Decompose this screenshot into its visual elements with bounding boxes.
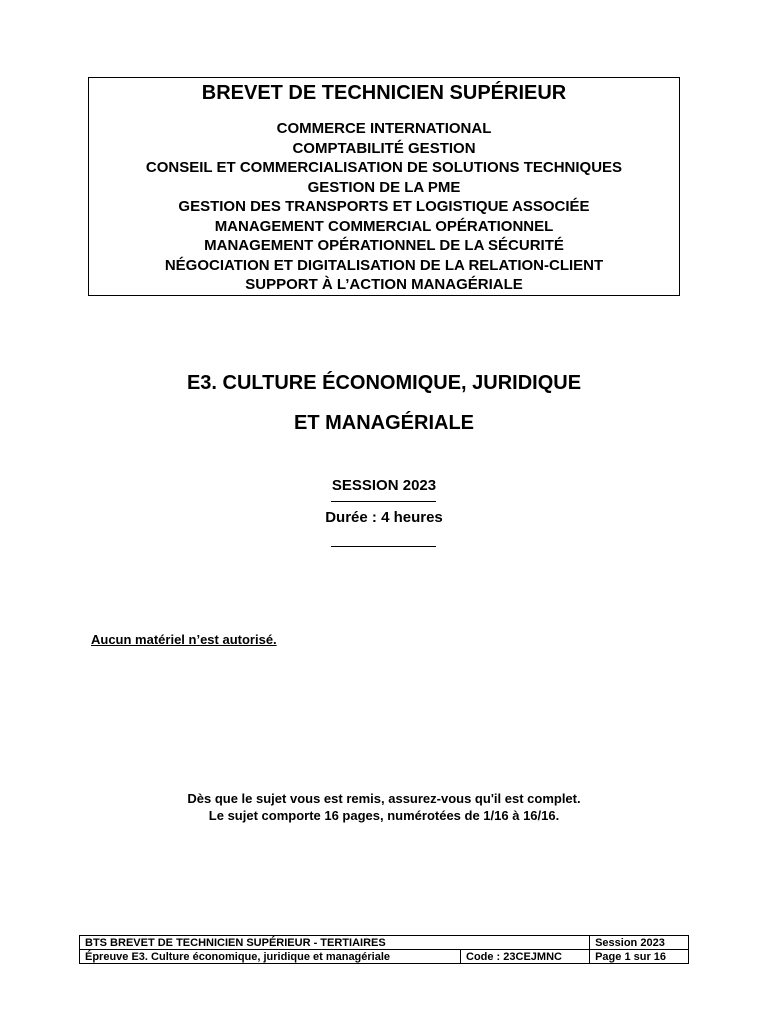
exam-title-line2: ET MANAGÉRIALE: [294, 412, 474, 434]
footer-code: Code : 23CEJMNC: [461, 950, 590, 964]
specialty-item: CONSEIL ET COMMERCIALISATION DE SOLUTIONS TECHNIQUES: [145, 159, 623, 176]
footer-exam-label: Épreuve E3. Culture économique, juridique et managériale: [80, 950, 461, 964]
header-box: [88, 77, 680, 296]
session-label: SESSION 2023: [331, 477, 437, 494]
specialty-item: SUPPORT À L’ACTION MANAGÉRIALE: [245, 276, 523, 293]
specialty-item: COMMERCE INTERNATIONAL: [276, 120, 492, 137]
specialty-item: GESTION DES TRANSPORTS ET LOGISTIQUE ASSOCIÉE: [178, 198, 590, 215]
specialties-list: [89, 119, 679, 295]
specialty-item: MANAGEMENT OPÉRATIONNEL DE LA SÉCURITÉ: [204, 237, 564, 254]
specialty-item: NÉGOCIATION ET DIGITALISATION DE LA RELATION-CLIENT: [164, 256, 604, 274]
footer-bts-label: BTS BREVET DE TECHNICIEN SUPÉRIEUR - TERTIAIRES: [80, 936, 590, 950]
materials-note: Aucun matériel n’est autorisé.: [91, 632, 277, 647]
footer-row: [80, 936, 689, 950]
diploma-title: BREVET DE TECHNICIEN SUPÉRIEUR: [201, 82, 567, 104]
divider-rule: [331, 501, 436, 502]
specialty-item: MANAGEMENT COMMERCIAL OPÉRATIONNEL: [214, 217, 554, 235]
duration-label: Durée : 4 heures: [325, 509, 443, 526]
footer-table: [79, 935, 689, 964]
instruction-line2: Le sujet comporte 16 pages, numérotées de 1/16 à 16/16.: [208, 808, 560, 823]
specialty-item: COMPTABILITÉ GESTION: [292, 139, 476, 157]
instruction-line1: Dès que le sujet vous est remis, assurez-vous qu'il est complet.: [187, 791, 581, 806]
specialty-item: GESTION DE LA PME: [307, 178, 461, 196]
footer-row: [80, 950, 689, 964]
footer-page-number: Page 1 sur 16: [590, 950, 689, 964]
exam-title-line1: E3. CULTURE ÉCONOMIQUE, JURIDIQUE: [186, 372, 582, 394]
divider-rule: [331, 546, 436, 547]
footer-session: Session 2023: [590, 936, 689, 950]
